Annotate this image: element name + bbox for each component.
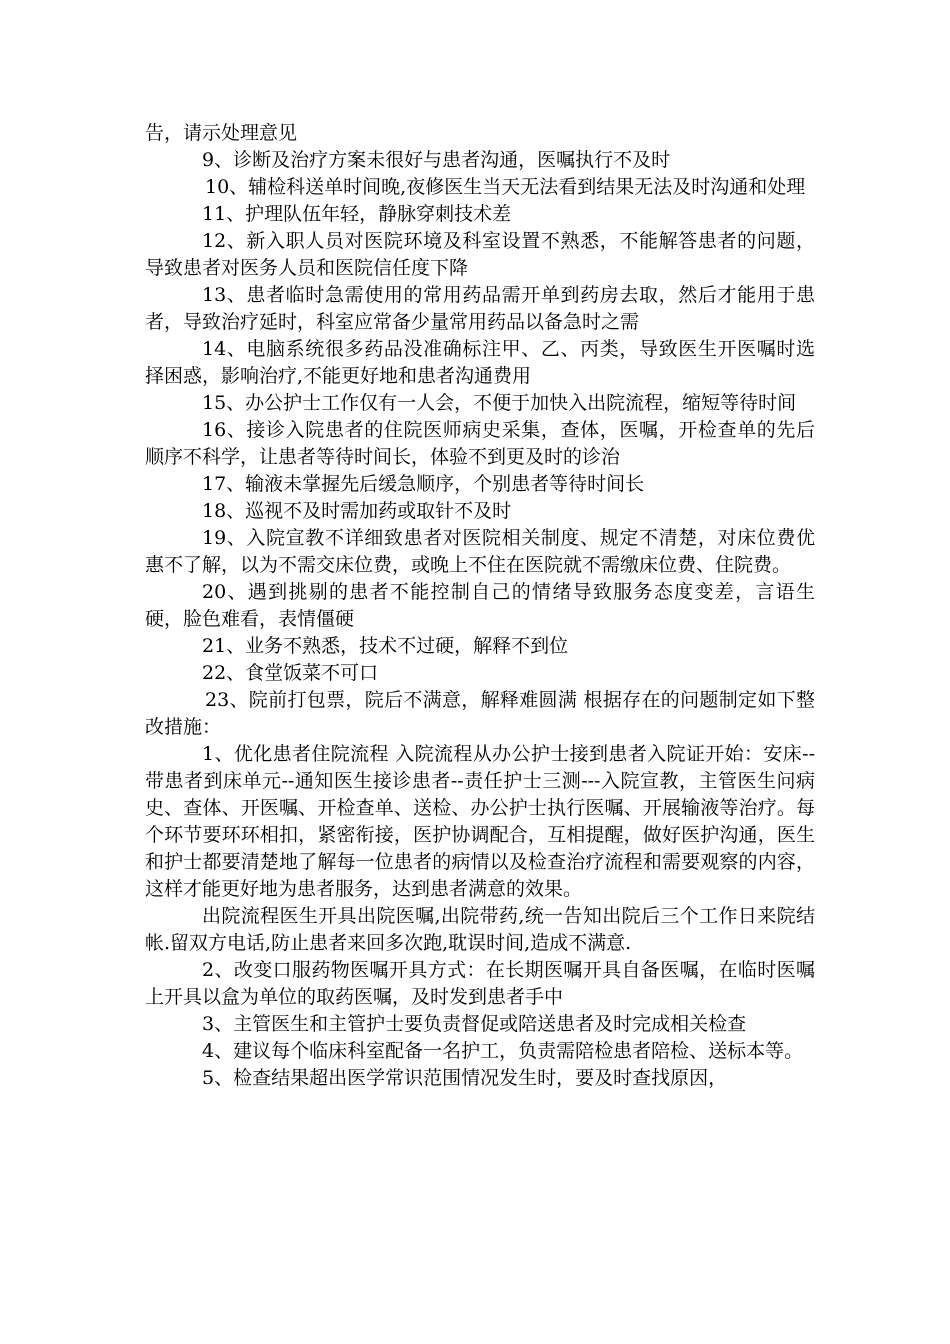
paragraph-item-22: 22、食堂饭菜不可口 <box>202 662 379 684</box>
paragraph-item-18: 18、巡视不及时需加药或取针不及时 <box>202 500 512 522</box>
measure-item-5: 5、检查结果超出医学常识范围情况发生时，要及时查找原因， <box>202 1067 728 1089</box>
paragraph-item-23: 23、院前打包票，院后不满意，解释难圆满 根据存在的问题制定如下整改措施： <box>145 689 815 738</box>
discharge-process-paragraph: 出院流程医生开具出院医嘱,出院带药,统一告知出院后三个工作日来院结帐.留双方电话,防止患者来回多次跑,耽误时间,造成不满意. <box>145 905 815 954</box>
paragraph-item-11: 11、护理队伍年轻，静脉穿刺技术差 <box>202 203 512 225</box>
paragraph-item-16: 16、接诊入院患者的住院医师病史采集，查体，医嘱，开检查单的先后顺序不科学，让患者等待时间长，体验不到更及时的诊治 <box>145 419 815 468</box>
document-body <box>145 120 815 1092</box>
paragraph-item-9: 9、诊断及治疗方案未很好与患者沟通，医嘱执行不及时 <box>202 149 671 171</box>
paragraph-continuation: 告，请示处理意见 <box>145 122 298 144</box>
paragraph-item-21: 21、业务不熟悉，技术不过硬，解释不到位 <box>202 635 569 657</box>
paragraph-item-17: 17、输液未掌握先后缓急顺序，个别患者等待时间长 <box>202 473 645 495</box>
paragraph-item-13: 13、患者临时急需使用的常用药品需开单到药房去取，然后才能用于患者，导致治疗延时，科室应常备少量常用药品以备急时之需 <box>145 284 815 333</box>
paragraph-item-15: 15、办公护士工作仅有一人会，不便于加快入出院流程，缩短等待时间 <box>202 392 797 414</box>
paragraph-item-10: 10、辅检科送单时间晚,夜修医生当天无法看到结果无法及时沟通和处理 <box>205 176 806 198</box>
paragraph-item-12: 12、新入职人员对医院环境及科室设置不熟悉，不能解答患者的问题，导致患者对医务人员和医院信任度下降 <box>145 230 815 279</box>
paragraph-item-20: 20、遇到挑剔的患者不能控制自己的情绪导致服务态度变差，言语生硬，脸色难看，表情僵硬 <box>145 581 815 630</box>
paragraph-item-14: 14、电脑系统很多药品没准确标注甲、乙、丙类，导致医生开医嘱时选择困惑，影响治疗,不能更好地和患者沟通费用 <box>145 338 815 387</box>
measure-item-3: 3、主管医生和主管护士要负责督促或陪送患者及时完成相关检查 <box>202 1013 747 1035</box>
measure-item-2: 2、改变口服药物医嘱开具方式：在长期医嘱开具自备医嘱，在临时医嘱上开具以盒为单位的取药医嘱，及时发到患者手中 <box>145 959 815 1008</box>
measure-item-4: 4、建议每个临床科室配备一名护工，负责需陪检患者陪检、送标本等。 <box>202 1040 804 1062</box>
paragraph-item-19: 19、入院宣教不详细致患者对医院相关制度、规定不清楚，对床位费优惠不了解，以为不需交床位费，或晚上不住在医院就不需缴床位费、住院费。 <box>145 527 815 576</box>
measure-item-1: 1、优化患者住院流程 入院流程从办公护士接到患者入院证开始：安床--带患者到床单元--通知医生接诊患者--责任护士三测---入院宣教，主管医生问病史、查体、开医嘱、开检查单、送检、办公护士执行医嘱、开展输液等治疗。每个环节要环环相扣，紧密衔接，医护协调配合，互相提醒，做好医护沟通，医生和护士都要清楚地了解每一位患者的病情以及检查治疗流程和需要观察的内容，这样才能更好地为患者服务，达到患者满意的效果。 <box>145 743 815 900</box>
